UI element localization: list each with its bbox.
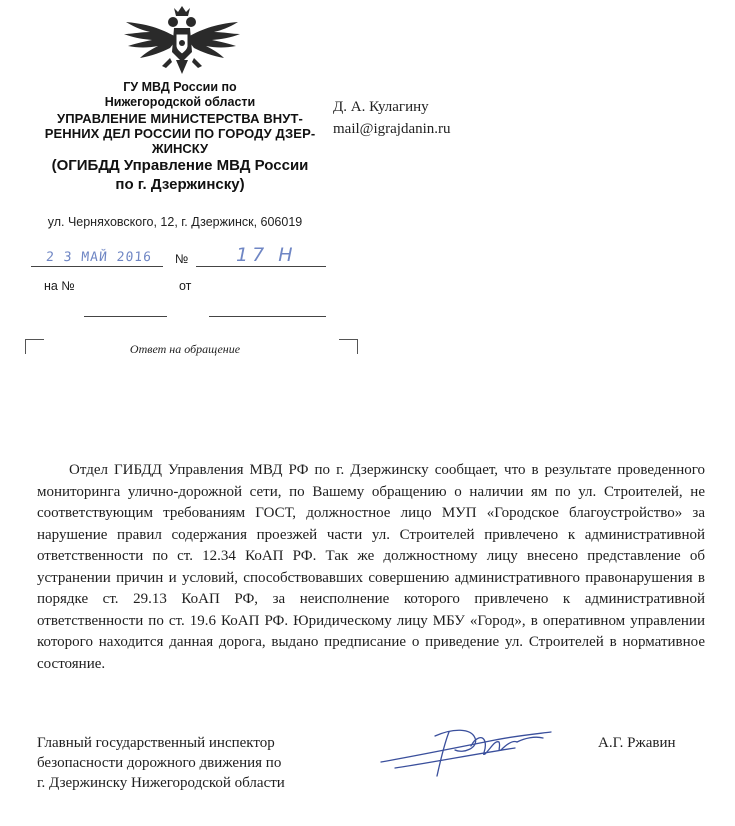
reply-to-number-label: на № [44, 279, 75, 293]
recipient-name: Д. А. Кулагину [333, 99, 429, 115]
recipient-email: mail@igrajdanin.ru [333, 121, 451, 137]
mvd-emblem-icon [120, 2, 244, 80]
signatory-title-line-3: г. Дзержинску Нижегородской области [37, 775, 285, 791]
signatory-title-line-1: Главный государственный инспектор [37, 735, 275, 751]
letterhead-line-4: РЕННИХ ДЕЛ РОССИИ ПО ГОРОДУ ДЗЕР- [44, 126, 316, 141]
number-sign: № [175, 252, 189, 266]
letterhead-line-7: по г. Дзержинску) [115, 176, 245, 193]
letterhead-address: ул. Черняховского, 12, г. Дзержинск, 606019 [47, 215, 303, 229]
letterhead-line-1: ГУ МВД России по [123, 80, 237, 94]
letter-body: Отдел ГИБДД Управления МВД РФ по г. Дзержинску сообщает, что в результате проведенного мониторинга улично-дорожной сети, по Вашему обращению о наличии ям по ул. Строителей, не соответствующим требованиям ГОСТ, должностное лицо МУП «Городское благоустройство» за нарушение правил содержания проезжей части ул. Строителей привлечено к административной ответственности по ст. 12.34 КоАП РФ. Так же должностному лицу внесено представление об устранении причин и условий, способствовавших совершению административного правонарушения в порядке ст. 29.13 КоАП РФ, за неисполнение которого привлечено к административной ответственности по ст. 19.6 КоАП РФ. Юридическому лицу МБУ «Город», в оперативном управлении которого находится данная дорога, выдано предписание о приведение ул. Строителей в нормативное состояние. [37, 462, 705, 672]
signer-name: А.Г. Ржавин [598, 735, 676, 751]
signatory-title-line-2: безопасности дорожного движения по [37, 755, 282, 771]
reply-number-underline [84, 316, 167, 317]
letterhead-line-3: УПРАВЛЕНИЕ МИНИСТЕРСТВА ВНУТ- [57, 111, 303, 126]
date-stamp: 2 3 МАЙ 2016 [45, 250, 153, 265]
letterhead-line-5: ЖИНСКУ [151, 141, 209, 156]
registration-number: 17 Н [236, 244, 297, 266]
letterhead-line-6: (ОГИБДД Управление МВД России [51, 157, 309, 174]
reply-date-underline [209, 316, 326, 317]
letterhead-line-2: Нижегородской области [104, 95, 256, 109]
date-underline [31, 266, 163, 267]
number-underline [196, 266, 326, 267]
handwritten-signature [375, 718, 575, 784]
reply-from-label: от [179, 279, 192, 293]
subject-line: Ответ на обращение [129, 342, 241, 356]
